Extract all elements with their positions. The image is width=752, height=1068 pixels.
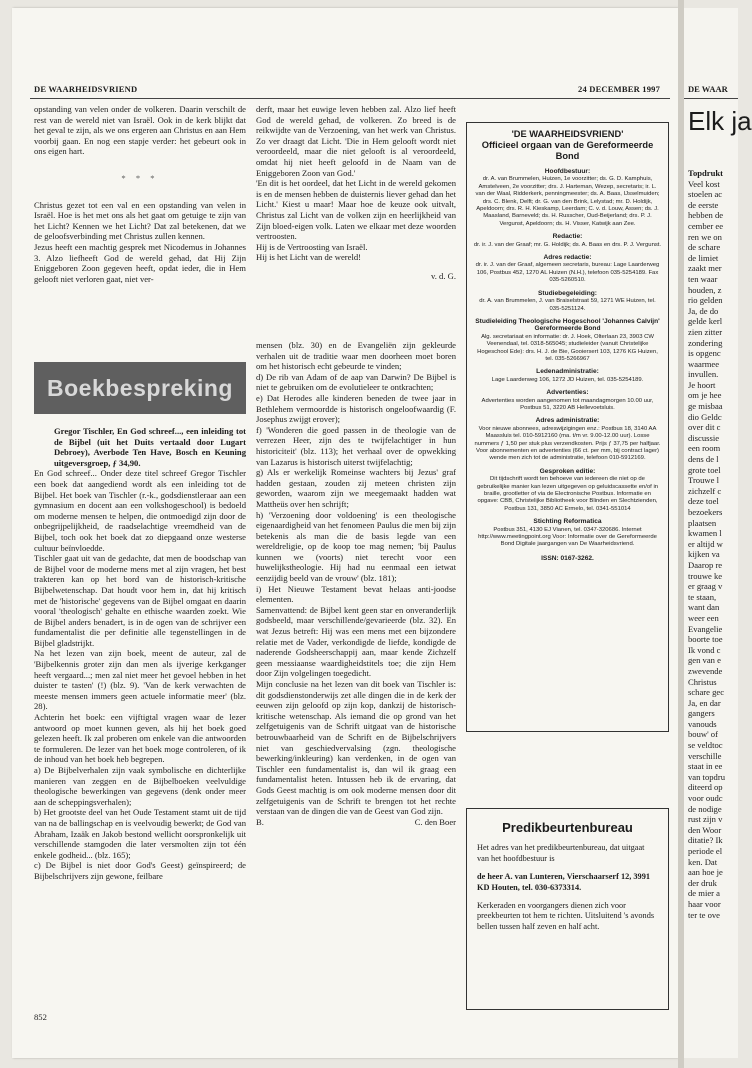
- next-page-line: over dit c: [688, 422, 721, 433]
- review-signature: [256, 817, 456, 828]
- next-page-line: want dan: [688, 602, 720, 613]
- next-page-line: Topdrukt: [688, 168, 724, 178]
- next-page-line: deze toel: [688, 496, 719, 507]
- colophon-section: [473, 468, 662, 513]
- colophon-section-text: dr. ir. J. van der Graaf, algemeen secretaris, bureau: Lage Laarderweg 106, Postbus 452, 1270 AL Huizen (N.H.), telefoon 035-5254189. Fax 035-5260510.: [475, 262, 660, 284]
- review-paragraph: Na het lezen van zijn boek, meent de auteur, zal de 'Bijbelkennis groter zijn dan men als ijverige kerkganger heeft vergaard...; men zal niet meer het gevoel hebben in het duister te tasten' (!) (blz. 9). 'Van de kerk verwachten de meeste mensen immers geen actuele informatie meer' (blz. 28).: [34, 648, 246, 712]
- next-page-line: de limiet: [688, 252, 719, 263]
- colophon-section: [473, 254, 662, 285]
- meditation-paragraph: Hij is het Licht van de wereld!: [256, 252, 362, 263]
- review-paragraph: h) 'Verzoening door voldoening' is een theologische eigenaardigheid van het fenomeen Paulus die men bij zijn betekenis als man die de basis legde van een wereldreligie, op de koop toe mag nemen; 'bij Paulus kunnen we (voorts) niet terecht voor een huwelijkstheologie. Hij had nu eenmaal een ietwat eenzijdig beeld van de vrouw' (blz. 181);: [256, 509, 456, 584]
- colophon-section-title: Gesproken editie:: [539, 467, 596, 475]
- next-page-line: stoelen ac: [688, 189, 723, 200]
- colophon-section-title: Studieleiding Theologische Hogeschool 'Johannes Calvijn' Gereformeerde Bond: [475, 317, 660, 333]
- next-page-line: periode el: [688, 846, 723, 856]
- next-page-line: Ja, de do: [688, 305, 719, 316]
- meditation-paragraph: opstanding van velen onder de volkeren. Daarin verschilt de rest van de wereld niet van Israël. Ook in de kerk blijkt dat het geval te zijn, als we ons ergeren aan Christus en aan Hem voorbij gaan. En nog een stapje verder: het gebeurt ook in ons eigen hart.: [34, 104, 246, 157]
- next-page-line: er graag v: [688, 581, 723, 592]
- next-page-line: boorte toe: [688, 634, 723, 645]
- colophon-section-text: Postbus 351, 4130 EJ Vianen, tel. 0347-320686. Internet http://www.meetingpoint.org Voor: Informatie over de Gereformeerde Bond Digitale jaargangen van De Waarheidsvriend.: [478, 526, 657, 548]
- next-page-running-head: DE WAAR: [688, 84, 728, 94]
- next-page-line: om je hee: [688, 390, 722, 401]
- next-page-line: dens de l: [688, 454, 719, 465]
- colophon-section-text: dr. A. van Brummelen, Huizen, 1e voorzitter; ds. G. D. Kamphuis, Amstelveen, 2e voorzitter; drs. J. Harteman, Wezep, secretaris; ir. L. van der Waal, Ridderkerk, penningmeester; ds. A. Baas, IJsselmuiden; drs. C. Blenk, Delft; dr. G. van den Brink, Lelystad; mr. D. Holdijk, Apeldoorn; drs. R. H. Kieskamp, Leerdam; C. v. d. Louw, Assen; ds. J. Maasland, Barneveld; ds. H. Russcher, Oud-Beijerland; drs. P. J. Vergunst, Apeldoorn; ds. H. Visser, Katwijk aan Zee.: [475, 176, 660, 227]
- next-page-line: voor oudc: [688, 793, 723, 804]
- next-page-line: een room: [688, 443, 721, 454]
- next-page-article-title: Elk ja: [688, 106, 752, 136]
- colophon-section-text: dr. A. van Brummelen, J. van Braiselstraat 59, 1271 WE Huizen, tel. 035-5251124.: [479, 298, 656, 312]
- masthead-title: 'DE WAARHEIDSVRIEND': [511, 129, 624, 139]
- next-page-line: dio Geldc: [688, 411, 722, 422]
- meditation-column-1: [34, 104, 246, 284]
- next-page-line: zaakt mer: [688, 263, 722, 274]
- next-page-line: de eerste: [688, 199, 719, 210]
- next-page-line: grote toel: [688, 464, 721, 475]
- next-page-line: houden, z: [688, 284, 722, 295]
- colophon-section-title: Adres redactie:: [543, 254, 592, 262]
- next-page-line: der druk: [688, 877, 717, 888]
- colophon-section: [473, 518, 662, 549]
- next-page-line: aan hoe je: [688, 867, 723, 878]
- next-page-line: bezoekers: [688, 507, 723, 517]
- colophon-section-text: Alg. secretariaat en informatie: dr. J. Hoek, Olterlaan 23, 3903 CW Veenendaal, tel. 0318-565045; studieleider (vanuit Christelijke Hogeschool Ede): drs. H. J. de Bie, Gooiersert 103, 1276 KG Huizen, tel. 035-5266967: [477, 333, 658, 362]
- next-page-line: waarmee: [688, 358, 720, 369]
- review-signature-initial: B.: [256, 816, 264, 827]
- next-page-line: de mier a: [688, 888, 720, 899]
- next-page-line: de nodige: [688, 803, 722, 814]
- section-divider-stars: * * *: [121, 172, 159, 183]
- review-paragraph: d) De rib van Adam of de aap van Darwin? De Bijbel is niet te gebruiken om de evolutieleer te ontkrachten;: [256, 371, 456, 393]
- colophon-masthead: [473, 129, 662, 162]
- next-page-line: den Woor: [688, 824, 722, 835]
- next-page-line: ter te ove: [688, 909, 720, 920]
- next-page-line: zwevende: [688, 665, 723, 676]
- page-number: 852: [34, 1012, 47, 1022]
- colophon-section: [473, 389, 662, 412]
- next-page-line: invullen.: [688, 369, 719, 380]
- colophon-section-title: Hoofdbestuur:: [544, 168, 591, 175]
- next-page-line: plaatsen: [688, 517, 717, 528]
- review-paragraph: e) Dat Herodes alle kinderen beneden de twee jaar in Bethlehem vermoordde is historisch ongeloofwaardig (F. Josephus zwijgt erover);: [256, 392, 456, 425]
- next-page-header-rule: [684, 98, 738, 99]
- colophon-section-text: Voor nieuwe abonnees, adreswijzigingen enz.: Postbus 18, 3140 AA Maassluis tel. 010-5912160 (ma. t/m vr. 9.00-12.00 uur). Losse nummers ƒ 1,50 per stuk plus verzendkosten. Prijs ƒ 37,75 per halfjaar. Voor abonnementen en advertenties (66 ct. per mm, bij contract lager) wende men zich tot de administratie, telefoon 010-5912169.: [474, 425, 661, 462]
- review-paragraph: Samenvattend: de Bijbel kent geen star en onveranderlijk godsbeeld, maar verschillende/gevarieerde (blz. 32). En wat Jezus betreft: Hij was een mens met een bijzondere relatie met de Vader, verkondigde de liefde, kondigde de naderende Godsheerschappij aan, maar kende Zichzelf geen messiaanse waardigheidstitels toe; die zijn Hem door Zijn volgelingen toegedicht.: [256, 604, 456, 679]
- colophon-section-text: Lage Laarderweg 106, 1272 JD Huizen, tel. 035-5254189.: [491, 376, 644, 383]
- review-paragraph: mensen (blz. 30) en de Evangeliën zijn gekleurde verhalen uit de traditie waar men doorheen moet boren om het historisch echt gebeurde te vinden;: [256, 340, 456, 372]
- review-signature-name: C. den Boer: [414, 816, 456, 827]
- colophon-section-title: Studiebegeleiding:: [538, 289, 597, 297]
- running-head-title: DE WAARHEIDSVRIEND: [34, 84, 138, 94]
- review-paragraph: Mijn conclusie na het lezen van dit boek van Tischler is: dit godsdienstonderwijs zet alle dingen die in de kerk der eeuwen zijn geloofd op zijn kop, dankzij de historisch-kritische wetenschap. Als iemand die op grond van het zelfgetuigenis van de Schrift uitgaat van de historische betrouwbaarheid van de Schrift en de Bijbelschrijvers niet van geschiedvervalsing (zgn. theologische bewerking/inkleuring) kan verdenken, in de ogen van Tischler een fundamentalist is, dan wil ik graag een fundamentalist heten. Intussen heb ik de ervaring, dat Gods Geest machtig is om ook moderne mensen door dit zelfgetuigenis van de Schrift te brengen tot het rechte verstaan van de dingen die van de Geest van God zijn.: [256, 679, 456, 817]
- next-page-line: ge misbaa: [688, 401, 723, 412]
- colophon-section-text: Advertenties worden aangenomen tot maandagmorgen 10.00 uur, Postbus 51, 3220 AB Hellevoetsluis.: [481, 397, 654, 411]
- review-paragraph: b) Het grootste deel van het Oude Testament stamt uit de tijd van na de ballingschap en is veelvoudig bewerkt; de God van Abraham, Izaäk en Jakob bestond wellicht oorspronkelijk uit verschillende stamgoden die later versmolten zijn tot één enkele godheid... (blz. 165);: [34, 807, 246, 860]
- next-page-edge: [684, 8, 752, 1058]
- colophon-section: [473, 417, 662, 462]
- next-page-line: er altijd w: [688, 538, 723, 549]
- next-page-line: se veldtoc: [688, 740, 723, 751]
- meditation-paragraph: Jezus heeft een machtig gesprek met Nicodemus in Johannes 3. Alzo liefheeft God de wereld gehad, dat Hij Zijn Eniggeboren Zoon gegeven heeft, opdat ieder, die in Hem gelooft niet verloren gaat, niet ver-: [34, 241, 246, 284]
- review-paragraph: i) Het Nieuwe Testament bevat helaas anti-joodse elementen.: [256, 583, 456, 605]
- next-page-line: trouwe ke: [688, 570, 723, 581]
- next-page-line: Ik vond c: [688, 644, 721, 655]
- next-page-line: cember ee: [688, 220, 724, 231]
- next-page-line: bouw' of: [688, 729, 718, 740]
- meditation-paragraph: Hij is de Vertroosting van Israël.: [256, 241, 368, 252]
- colophon-section: [473, 318, 662, 363]
- review-paragraph: g) Als er werkelijk Romeinse wachters bij Jezus' graf hadden gestaan, zouden zij meteen christen zijn geworden, waarom zijn we meegemaakt hadden wat Mattheüs over hen schrijft;: [256, 467, 456, 509]
- next-page-line: Daarop re: [688, 559, 723, 570]
- meditation-column-2: [256, 104, 456, 282]
- next-page-line: Trouwe l: [688, 475, 719, 486]
- next-page-article-body: [688, 168, 748, 920]
- next-page-line: discussie: [688, 432, 720, 443]
- running-head-date: 24 DECEMBER 1997: [578, 84, 661, 94]
- next-page-line: ren we on: [688, 231, 722, 242]
- book-review-banner: Boekbespreking: [34, 362, 246, 414]
- colophon-section-title: Ledenadministratie:: [536, 368, 599, 376]
- colophon-section: [473, 290, 662, 313]
- colophon-section-text: Dit tijdschrift wordt ten behoeve van iedereen die niet op de gebruikelijke manier kan lezen uitgegeven op geluidscassette en/of in braille, grootletter of via de Electronische Postbus. Informatie en opgave: CBB, Christelijke Bibliotheek voor Blinden en Slechtzienden, Postbus 131, 3850 AC Ermelo, tel. 0341-551014: [476, 476, 659, 512]
- next-page-line: diteerd op: [688, 782, 723, 793]
- next-page-line: de schare: [688, 242, 721, 253]
- colophon-section: [473, 368, 662, 384]
- next-page-line: verschille: [688, 750, 722, 761]
- colophon-section-title: Adres administratie:: [535, 417, 600, 425]
- predikbeurtenbureau-text: Het adres van het predikbeurtenbureau, dat uitgaat van het hoofdbestuur is: [477, 843, 645, 863]
- next-page-line: rio gelden: [688, 295, 723, 306]
- review-paragraph: a) De Bijbelverhalen zijn vaak symbolische en dichterlijke manieren van zeggen en de Bijbelboeken veelvuldige theologische bewerkingen van gegevens (denk onder meer aan de scheppingsverhalen);: [34, 765, 246, 807]
- colophon-section-title: Stichting Reformatica: [533, 518, 602, 526]
- book-review-column-1: [34, 426, 246, 1006]
- colophon-section-title: Redactie:: [552, 233, 583, 241]
- predikbeurtenbureau-address: de heer A. van Lunteren, Vierschaarserf 12, 3991 KD Houten, tel. 030-6373314.: [477, 872, 650, 892]
- next-page-line: te staan,: [688, 591, 717, 602]
- next-page-line: vanouds: [688, 718, 717, 729]
- review-paragraph: Tischler gaat uit van de gedachte, dat men de boodschap van de Bijbel voor de moderne mens met al zijn vragen, het best trakteren kan op het bord van de historisch-kritische Bijbelwetenschap. Dat houdt voor hem in, dat hij kritisch met de 'historische' gegevens van de Bijbel omgaat en daarin vooral 'theologisch' gehalte en ethische waarden zoekt. Wie de Bijbel anders benadert, is in de ogen van de schrijver een fundamentalist die per definitie alle tegenstellingen in de Bijbel gladstrijkt.: [34, 553, 246, 648]
- issn-number: ISSN: 0167-3262.: [541, 554, 594, 562]
- next-page-line: weer een: [688, 612, 719, 623]
- next-page-line: is opgenc: [688, 348, 721, 359]
- next-page-line: kijken va: [688, 549, 720, 560]
- next-page-line: rust zijn v: [688, 814, 723, 825]
- next-page-line: zien zitter: [688, 326, 723, 337]
- next-page-line: schare gec: [688, 687, 725, 698]
- next-page-line: Evangelie: [688, 623, 723, 634]
- next-page-line: ken. Dat: [688, 856, 718, 867]
- predikbeurtenbureau-text: Kerkeraden en voorgangers dienen zich voor preekbeurten tot hem te richten. Uitsluitend 's avonds bellen tussen half zeven en half acht.: [477, 901, 655, 931]
- next-page-line: gelde kerl: [688, 316, 723, 327]
- masthead-subtitle: Officieel orgaan van de Gereformeerde Bond: [481, 140, 654, 161]
- colophon-section-title: Advertenties:: [546, 389, 589, 397]
- next-page-line: gen van e: [688, 655, 721, 666]
- next-page-line: Je hoort: [688, 379, 716, 390]
- next-page-line: ditatie? Ik: [688, 835, 723, 846]
- header-rule: [30, 98, 670, 99]
- review-paragraph: En God schreef... Onder deze titel schreef Gregor Tischler een boek dat aangediend wordt als een inleiding tot de Bijbel. Het boek van Tischler (r.-k., godsdienstleraar aan een gymnasium en docent aan een volkshogeschool) is bedoeld om moderne mensen te helpen, die ontmoedigd zijn door de onbegrijpelijkheid, de raadselachtige vreemdheid van de Bijbel, toch ook het boek dat zo diepgaand onze westerse cultuur beïnvloedde.: [34, 468, 246, 553]
- next-page-line: staat in ee: [688, 761, 723, 772]
- next-page-line: Veel kost: [688, 178, 720, 189]
- next-page-line: hebben de: [688, 210, 724, 221]
- book-review-heading: Gregor Tischler, En God schreef..., een inleiding tot de Bijbel (uit het Duits vertaald door Lugart Debroey), Averbode Ten Have, Bosch en Keuning uitgeversgroep, ƒ 34,90.: [54, 426, 246, 468]
- review-paragraph: Achterin het boek: een vijftigtal vragen waar de lezer antwoord op moet kunnen geven, als hij het boek goed gelezen heeft. Ik zal proberen om enkele van die antwoorden te formuleren. De lezer van het boek moge controleren, of ik de inhoud van het boek heb begrepen.: [34, 712, 246, 765]
- next-page-line: Ja, en dar: [688, 697, 721, 708]
- meditation-paragraph: Christus gezet tot een val en een opstanding van velen in Israël. Hoe is het met ons als het gaat om getuige te zijn van het Licht? Kennen we het Licht? Dat zal betekenen, dat we de geloofsverbinding met Christus zullen kennen.: [34, 199, 246, 242]
- book-review-column-2: [256, 340, 456, 950]
- next-page-line: gangers: [688, 708, 715, 719]
- next-page-line: kwamen l: [688, 528, 722, 539]
- meditation-paragraph: 'En dit is het oordeel, dat het Licht in de wereld gekomen is en de mensen hebben de duisternis liever gehad dan het Licht.' Kiest u maar! Maar hoe de keuze ook uitvalt, Christus zal Licht van de volken zijn en heerlijkheid van Zijn bloed-eigen volk. Laten we elkaar met deze woorden vertroosten.: [256, 178, 456, 242]
- next-page-line: zondering: [688, 337, 723, 348]
- colophon-box: [466, 122, 669, 732]
- review-paragraph: f) 'Wonderen die goed passen in de theologie van de verrezen Heer, zijn des te twijfelachtiger in hun historiciteit' (blz. 113); het verhaal over de opwekking van Lazarus is historisch uiterst twijfelachtig;: [256, 424, 456, 467]
- next-page-line: haar voor: [688, 898, 721, 909]
- predikbeurtenbureau-title: Predikbeurtenbureau: [502, 820, 633, 835]
- next-page-line: zichzelf c: [688, 485, 722, 496]
- colophon-section-text: dr. ir. J. van der Graaf; mr. G. Holdijk; ds. A. Baas en drs. P. J. Vergunst.: [473, 241, 662, 248]
- meditation-paragraph: derft, maar het euwige leven hebben zal. Alzo lief heeft God de wereld gehad, de volkeren. Zo breed is de reikwijdte van de Verzoening, van het werk van Christus. Zo ver draagt dat Licht. 'Die in Hem gelooft wordt niet veroordeeld, maar die niet gelooft is al veroordeeld, omdat hij niet heeft geloofd in de Naam van de Eniggeboren Zoon van God.': [256, 104, 456, 178]
- next-page-line: ten waar: [688, 273, 718, 284]
- predikbeurtenbureau-box: [466, 808, 669, 1010]
- next-page-line: van topdru: [688, 771, 725, 782]
- meditation-signature: v. d. G.: [431, 270, 456, 281]
- next-page-line: Christus: [688, 676, 717, 687]
- review-paragraph: c) De Bijbel is niet door God's Geest) geïnspireerd; de Bijbelschrijvers zijn gewone, feilbare: [34, 860, 246, 881]
- colophon-section: [473, 233, 662, 249]
- colophon-section: [473, 168, 662, 228]
